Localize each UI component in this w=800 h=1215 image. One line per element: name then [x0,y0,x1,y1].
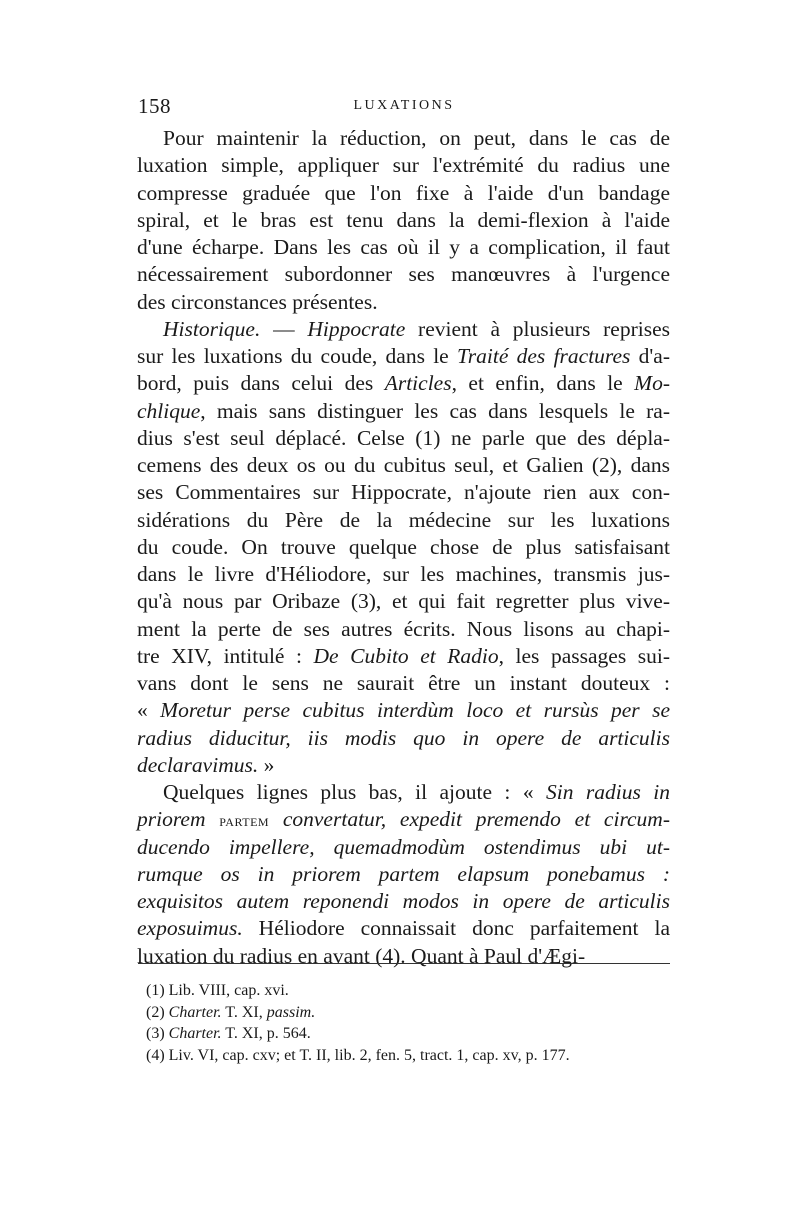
footnote-divider [138,963,670,964]
text-run: Héliodore connaissait donc parfaitement la [242,916,670,941]
text-line [137,588,670,615]
italic-text: priorem [137,807,220,832]
text-run: dius s'est seul déplacé. Celse (1) ne parle que des dépla- [137,425,670,450]
text-line [137,507,670,534]
text-line [137,670,670,697]
text-run: tre XIV, intitulé : [137,643,314,668]
text-line [137,261,670,288]
text-run: revient à plusieurs reprises [405,316,671,341]
text-run: — [260,316,308,341]
footnote [146,1023,670,1045]
text-run: « [137,698,161,723]
italic-text: Articles [384,371,452,396]
text-run: T. XI, [221,1003,267,1021]
italic-text: Charter. [168,1003,222,1021]
text-line [137,888,670,915]
footnote [146,980,670,1002]
text-line [137,643,670,670]
text-run: d'une écharpe. Dans les cas où il y a complication, il faut [137,235,670,259]
italic-text: radius diducitur, iis modis quo in opere de articulis [137,725,670,750]
italic-text: Sin radius in [546,780,670,804]
text-run: T. XI, p. 564. [221,1025,311,1042]
italic-text: De Cubito et Radio [313,643,499,668]
text-line [137,207,670,234]
italic-text: chlique [137,398,201,423]
italic-text: Charter. [168,1025,222,1042]
text-run: (1) Lib. VIII, cap. xvi. [146,982,289,999]
text-run: des circonstances présentes. [137,289,378,314]
text-line [137,779,670,806]
italic-text: passim. [266,1003,316,1021]
italic-text: Historique. [163,316,261,341]
italic-text: exposuimus. [137,916,243,941]
text-run: luxation du radius en avant (4). Quant à Paul d'Ægi- [137,943,586,968]
text-run: , et enfin, dans le [451,371,635,396]
text-run: bord, puis dans celui des [137,371,385,396]
page-number: 158 [138,94,171,118]
text-line [137,343,670,370]
italic-text: rumque os in priorem partem elapsum ponebamus : [137,861,670,886]
footnote [146,1045,670,1067]
text-line [137,452,670,479]
text-run: dans le livre d'Héliodore, sur les machines, transmis jus- [137,562,670,586]
text-line [137,943,670,970]
text-run: spiral, et le bras est tenu dans la demi-flexion à l'aide [137,207,670,232]
text-line [137,697,670,724]
italic-text: ducendo impellere, quemadmodùm ostendimus ubi ut- [137,834,670,859]
running-head [138,94,670,118]
text-run: sur les luxations du coude, dans le [137,344,457,368]
text-line [137,125,670,152]
text-line [137,479,670,506]
text-line [137,561,670,588]
text-run: , les passages sui- [498,643,670,668]
text-run: luxation simple, appliquer sur l'extrémité du radius une [137,153,670,178]
text-line [137,725,670,752]
italic-text: declaravimus. [137,752,259,777]
text-run: Quelques lignes plus bas, il ajoute : « [163,780,546,804]
text-run: du coude. On trouve quelque chose de plus satisfaisant [137,534,670,559]
text-line [137,616,670,643]
text-line [137,370,670,397]
text-run: vans dont le sens ne saurait être un instant douteux : [137,671,670,695]
text-line [137,234,670,261]
small-caps-text: partem [219,811,270,831]
text-line [137,834,670,861]
text-line [137,180,670,207]
text-run: » [258,752,275,777]
italic-text: Moretur perse cubitus interdùm loco et rursùs per se [160,698,670,723]
text-run: , mais sans distinguer les cas dans lesquels le ra- [200,398,670,423]
footnote [146,1002,670,1024]
italic-text: Mo- [634,371,670,396]
text-run: ment la perte de ses autres écrits. Nous lisons au chapi- [137,616,670,641]
text-line [137,289,670,316]
text-line [137,398,670,425]
text-run: ses Commentaires sur Hippocrate, n'ajoute rien aux con- [137,480,670,505]
footnotes [146,980,670,1066]
italic-text: exquisitos autem reponendi modos in opere de articulis [137,889,670,913]
text-run: (2) [146,1003,169,1021]
text-run: nécessairement subordonner ses manœuvres à l'urgence [137,262,670,287]
italic-text: convertatur, expedit premendo et circum- [269,807,670,832]
text-line [137,861,670,888]
text-run: (4) Liv. VI, cap. cxv; et T. II, lib. 2, fen. 5, tract. 1, cap. xv, p. 177. [146,1046,570,1064]
text-run: cemens des deux os ou du cubitus seul, et Galien (2), dans [137,453,670,477]
body-text [137,125,670,970]
text-line [137,915,670,942]
text-run: qu'à nous par Oribaze (3), et qui fait regretter plus vive- [137,589,670,614]
text-run: sidérations du Père de la médecine sur les luxations [137,507,670,532]
text-line [137,152,670,179]
text-run: d'a- [630,344,670,368]
text-run: Pour maintenir la réduction, on peut, dans le cas de [163,126,670,150]
text-run: (3) [146,1025,169,1042]
text-line [137,316,670,343]
running-title: LUXATIONS [353,98,455,113]
text-line [137,752,670,779]
italic-text: Hippocrate [307,316,406,341]
text-line [137,534,670,561]
text-run: compresse graduée que l'on fixe à l'aide d'un bandage [137,180,670,205]
italic-text: Traité des fractures [457,344,631,368]
text-line [137,425,670,452]
text-line [137,806,670,833]
